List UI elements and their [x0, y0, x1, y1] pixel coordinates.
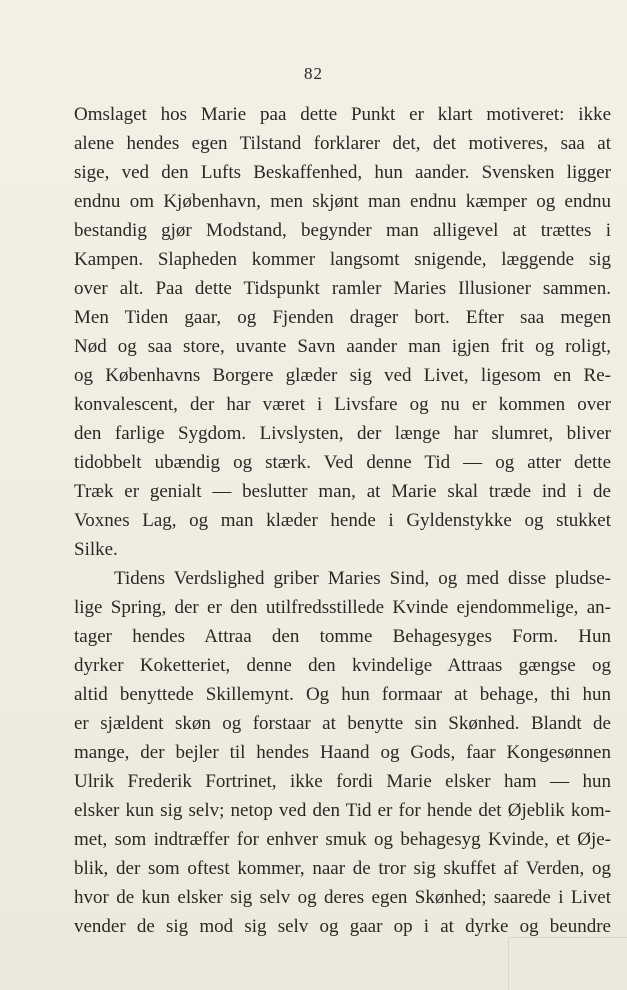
text-line: sige, ved den Lufts Beskaffenhed, hun aander. Svensken ligger	[74, 162, 611, 183]
text-line: mange, der bejler til hendes Haand og Gods, faar Kongesønnen	[74, 742, 611, 763]
text-line: er sjældent skøn og forstaar at benytte sin Skønhed. Blandt de	[74, 713, 611, 734]
text-line: Ulrik Frederik Fortrinet, ikke fordi Marie elsker ham — hun	[74, 771, 611, 792]
text-line: konvalescent, der har været i Livsfare og nu er kommen over	[74, 394, 611, 415]
paragraph-first-line: Tidens Verdslighed griber Maries Sind, og med disse pludse-	[114, 568, 611, 589]
text-line: tager hendes Attraa den tomme Behagesyges Form. Hun	[74, 626, 611, 647]
text-line: endnu om Kjøbenhavn, men skjønt man endnu kæmper og endnu	[74, 191, 611, 212]
text-line: altid benyttede Skillemynt. Og hun formaar at behage, thi hun	[74, 684, 611, 705]
text-line: met, som indtræffer for enhver smuk og behagesyg Kvinde, et Øje-	[74, 829, 611, 850]
text-line: Omslaget hos Marie paa dette Punkt er klart motiveret: ikke	[74, 104, 611, 125]
text-line: vender de sig mod sig selv og gaar op i at dyrke og beundre	[74, 916, 611, 937]
text-line: lige Spring, der er den utilfredsstillede Kvinde ejendommelige, an-	[74, 597, 611, 618]
text-line: og Københavns Borgere glæder sig ved Livet, ligesom en Re-	[74, 365, 611, 386]
text-line: Voxnes Lag, og man klæder hende i Gyldenstykke og stukket	[74, 510, 611, 531]
text-line: Nød og saa store, uvante Savn aander man igjen frit og roligt,	[74, 336, 611, 357]
page-corner-mark	[508, 937, 627, 990]
text-line: elsker kun sig selv; netop ved den Tid er for hende det Øjeblik kom-	[74, 800, 611, 821]
text-line: hvor de kun elsker sig selv og deres egen Skønhed; saarede i Livet	[74, 887, 611, 908]
text-line: Silke.	[74, 539, 118, 560]
text-line: blik, der som oftest kommer, naar de tror sig skuffet af Verden, og	[74, 858, 611, 879]
text-line: Men Tiden gaar, og Fjenden drager bort. Efter saa megen	[74, 307, 611, 328]
text-line: bestandig gjør Modstand, begynder man alligevel at trættes i	[74, 220, 611, 241]
text-line: den farlige Sygdom. Livslysten, der længe har slumret, bliver	[74, 423, 611, 444]
text-line: dyrker Koketteriet, denne den kvindelige Attraas gængse og	[74, 655, 611, 676]
text-line: over alt. Paa dette Tidspunkt ramler Maries Illusioner sammen.	[74, 278, 611, 299]
text-line: Kampen. Slapheden kommer langsomt snigende, læggende sig	[74, 249, 611, 270]
page-number: 82	[304, 64, 323, 83]
text-line: tidobbelt ubændig og stærk. Ved denne Tid — og atter dette	[74, 452, 611, 473]
text-line: alene hendes egen Tilstand forklarer det, det motiveres, saa at	[74, 133, 611, 154]
text-line: Træk er genialt — beslutter man, at Marie skal træde ind i de	[74, 481, 611, 502]
